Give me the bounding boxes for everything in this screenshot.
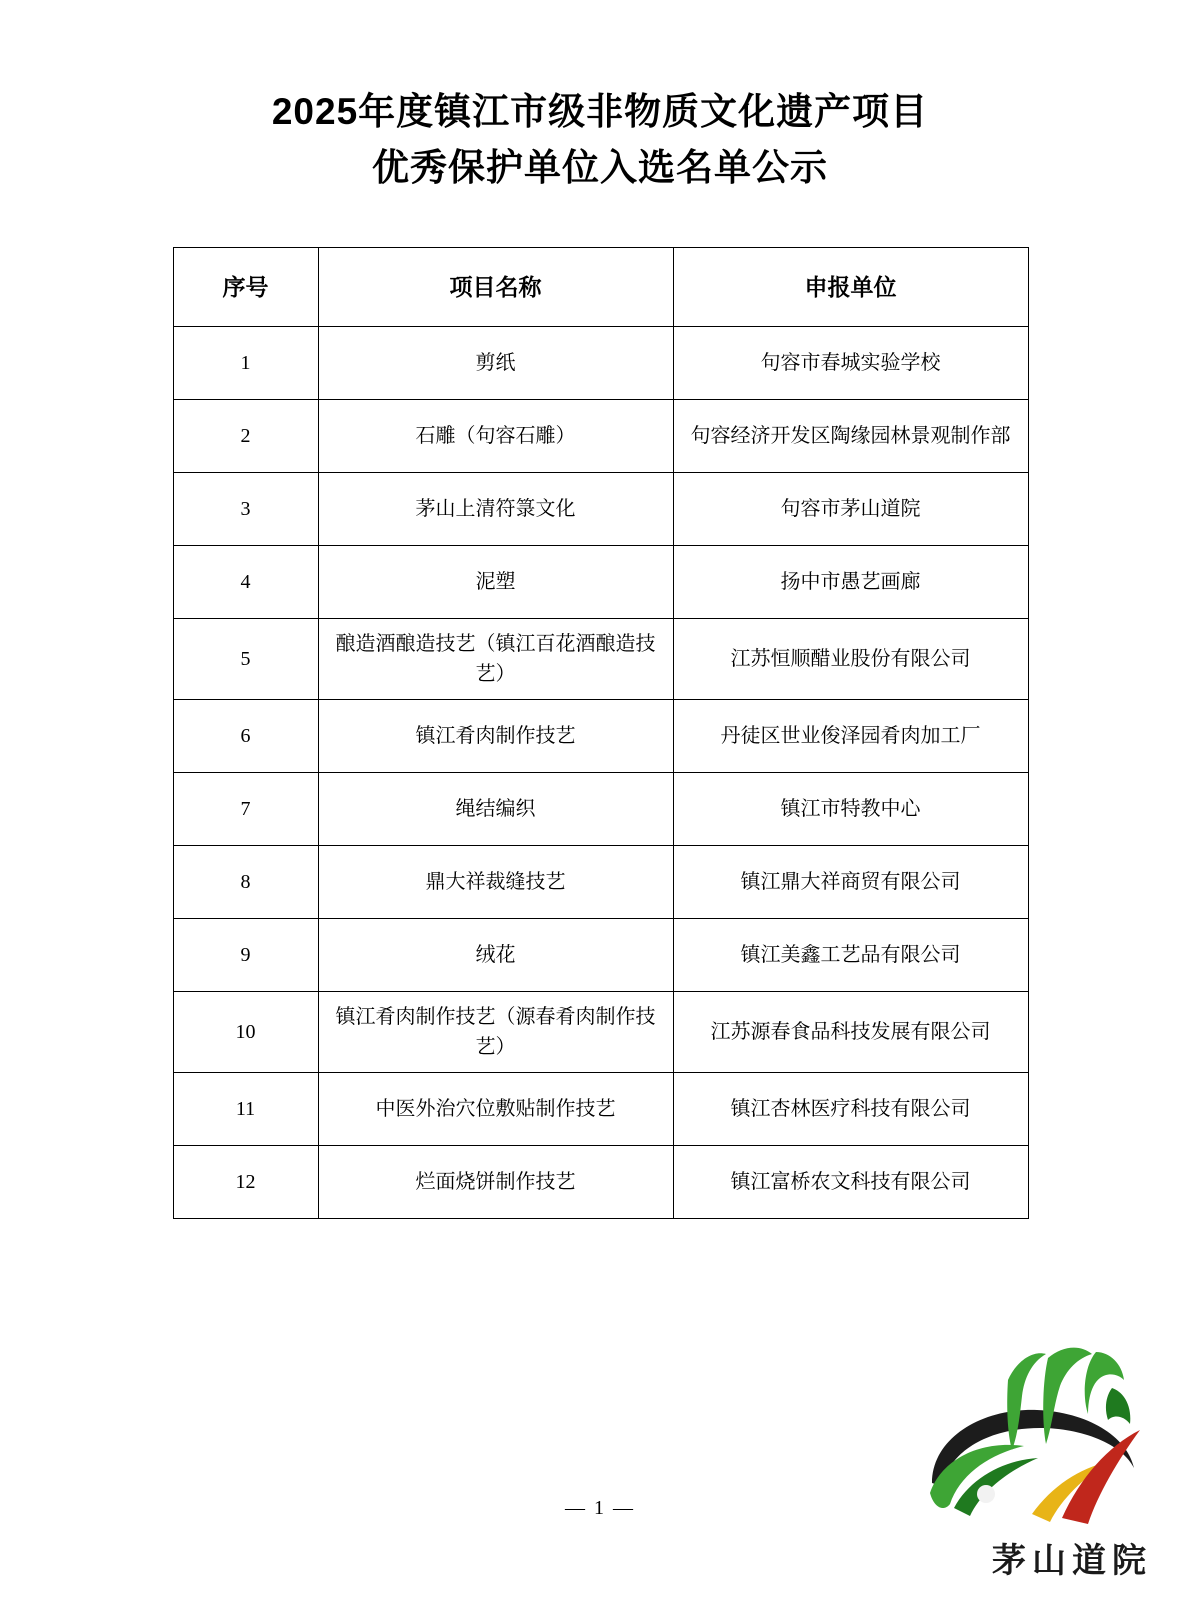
cell-project: 烂面烧饼制作技艺: [318, 1146, 673, 1219]
table-row: [173, 327, 1028, 400]
page-title-line-2: 优秀保护单位入选名单公示: [372, 146, 828, 188]
cell-project: 剪纸: [318, 327, 673, 400]
cell-index: 9: [173, 919, 318, 992]
cell-unit: 镇江鼎大祥商贸有限公司: [673, 846, 1028, 919]
column-header-unit: 申报单位: [673, 248, 1028, 327]
cell-unit: 镇江杏林医疗科技有限公司: [673, 1073, 1028, 1146]
cell-project: 镇江肴肉制作技艺: [318, 700, 673, 773]
table-row: [173, 473, 1028, 546]
table-row: [173, 846, 1028, 919]
cell-project: 茅山上清符箓文化: [318, 473, 673, 546]
cell-unit: 句容市茅山道院: [673, 473, 1028, 546]
listing-table-container: [173, 247, 1028, 1219]
table-row: [173, 1073, 1028, 1146]
table-row: [173, 992, 1028, 1073]
cell-project: 镇江肴肉制作技艺（源春肴肉制作技艺）: [318, 992, 673, 1073]
cell-index: 7: [173, 773, 318, 846]
cell-project: 绒花: [318, 919, 673, 992]
page-title: [0, 0, 1200, 195]
cell-index: 6: [173, 700, 318, 773]
logo-caption: 茅山道院: [992, 1543, 1152, 1580]
table-row: [173, 700, 1028, 773]
table-row: [173, 1146, 1028, 1219]
table-row: [173, 773, 1028, 846]
cell-index: 8: [173, 846, 318, 919]
table-row: [173, 546, 1028, 619]
cell-index: 4: [173, 546, 318, 619]
cell-index: 12: [173, 1146, 318, 1219]
cell-unit: 句容经济开发区陶缘园林景观制作部: [673, 400, 1028, 473]
page-number: — 1 —: [565, 1497, 635, 1519]
table-row: [173, 400, 1028, 473]
cell-unit: 句容市春城实验学校: [673, 327, 1028, 400]
cell-unit: 镇江富桥农文科技有限公司: [673, 1146, 1028, 1219]
cell-index: 2: [173, 400, 318, 473]
page-title-line-1: 2025年度镇江市级非物质文化遗产项目: [271, 91, 929, 132]
cell-project: 中医外治穴位敷贴制作技艺: [318, 1073, 673, 1146]
cell-unit: 扬中市愚艺画廊: [673, 546, 1028, 619]
table-row: [173, 919, 1028, 992]
cell-unit: 镇江市特教中心: [673, 773, 1028, 846]
cell-unit: 江苏源春食品科技发展有限公司: [673, 992, 1028, 1073]
listing-table: [173, 247, 1029, 1219]
maoshan-daoyuan-logo: [912, 1318, 1162, 1588]
cell-unit: 江苏恒顺醋业股份有限公司: [673, 619, 1028, 700]
cell-index: 11: [173, 1073, 318, 1146]
cell-project: 鼎大祥裁缝技艺: [318, 846, 673, 919]
cell-project: 泥塑: [318, 546, 673, 619]
cell-index: 3: [173, 473, 318, 546]
cell-index: 1: [173, 327, 318, 400]
table-row: [173, 619, 1028, 700]
cell-index: 5: [173, 619, 318, 700]
cell-project: 石雕（句容石雕）: [318, 400, 673, 473]
table-header-row: [173, 248, 1028, 327]
cell-unit: 镇江美鑫工艺品有限公司: [673, 919, 1028, 992]
cell-unit: 丹徒区世业俊泽园肴肉加工厂: [673, 700, 1028, 773]
cell-project: 酿造酒酿造技艺（镇江百花酒酿造技艺）: [318, 619, 673, 700]
column-header-index: 序号: [173, 248, 318, 327]
cell-project: 绳结编织: [318, 773, 673, 846]
column-header-project: 项目名称: [318, 248, 673, 327]
cell-index: 10: [173, 992, 318, 1073]
